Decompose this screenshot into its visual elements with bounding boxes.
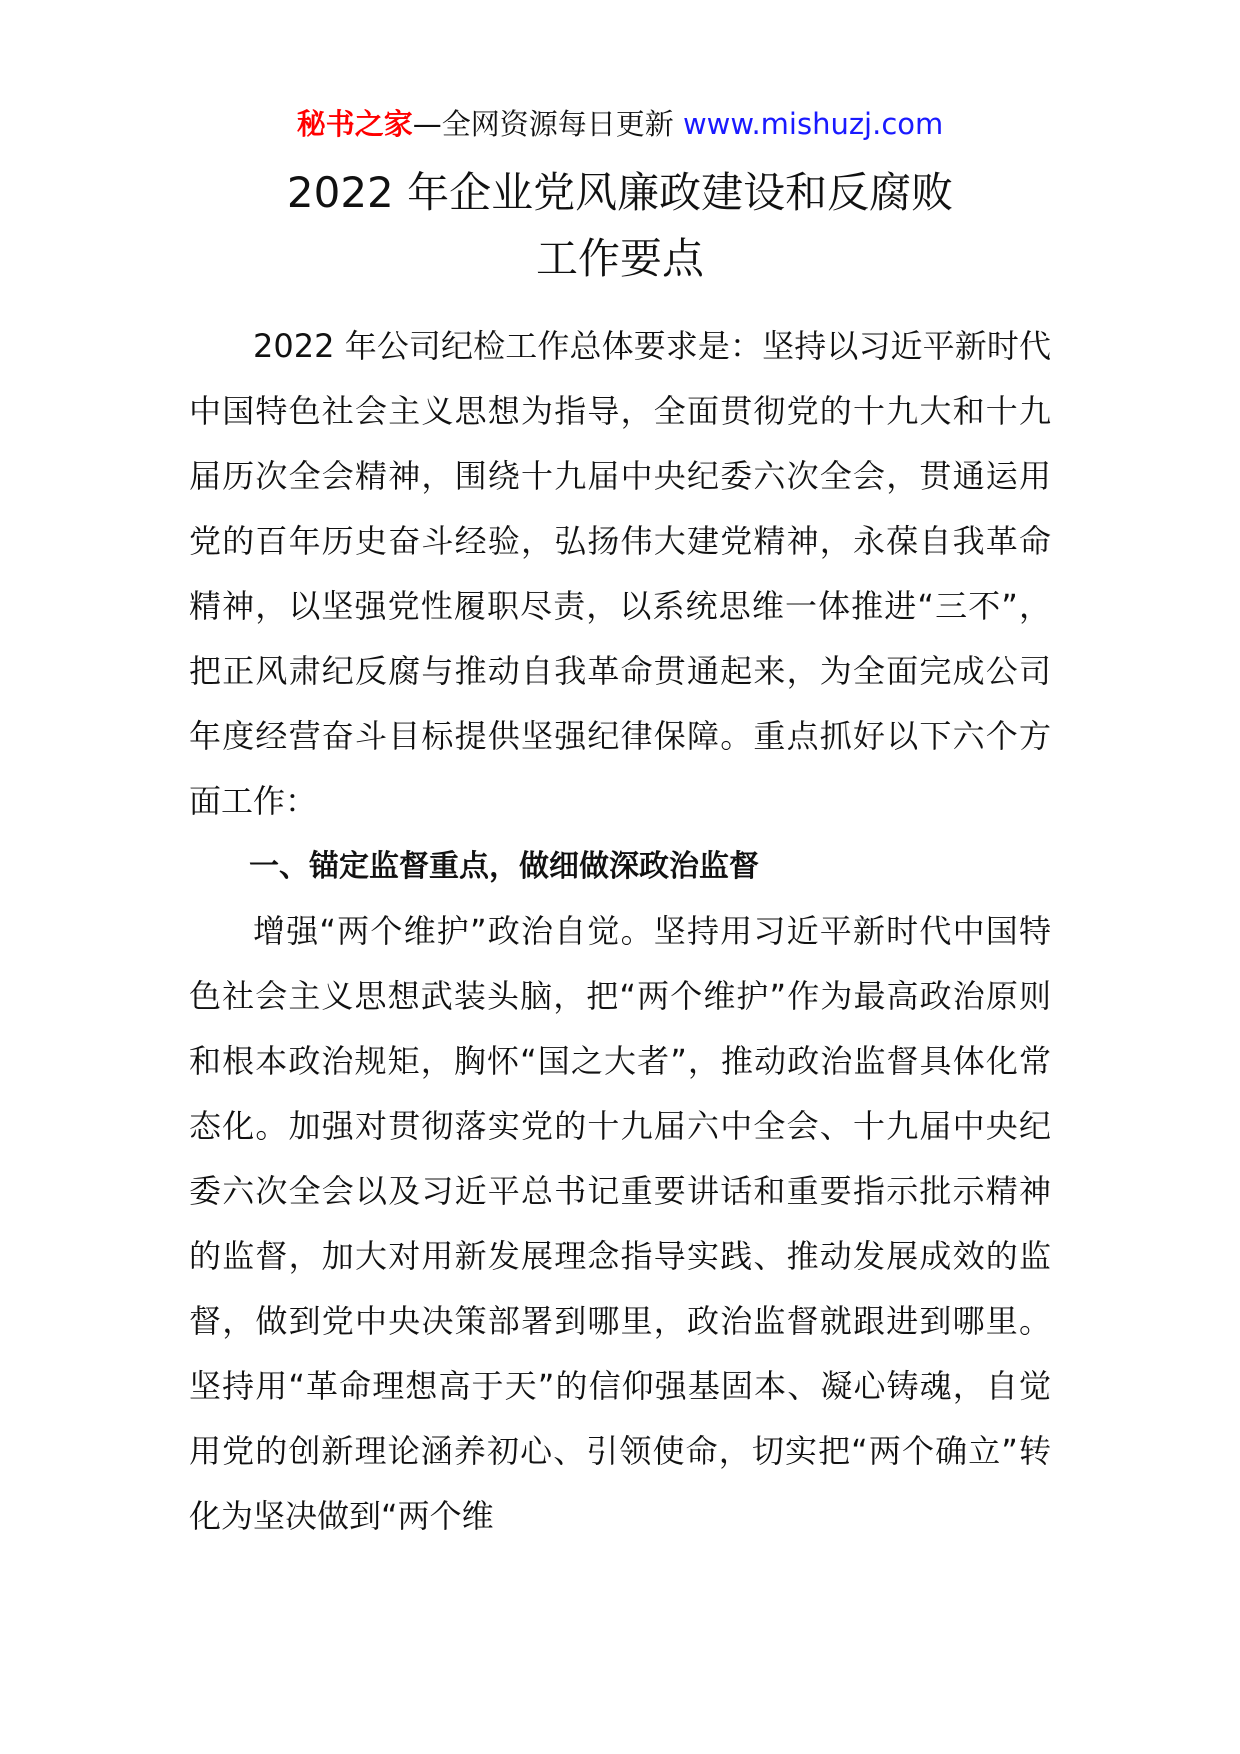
document-title-line-2: 工作要点 (535, 234, 704, 283)
site-header (0, 104, 1240, 144)
intro-paragraph: 2022 年公司纪检工作总体要求是：坚持以习近平新时代中国特色社会主义思想为指导，全面贯彻党的十九大和十九届历次全会精神，围绕十九届中央纪委六次全会，贯通运用党的百年历史奋斗经验，弘扬伟大建党精神，永葆自我革命精神，以坚强党性履职尽责，以系统思维一体推进“三不”，把正风肃纪反腐与推动自我革命贯通起来，为全面完成公司年度经营奋斗目标提供坚强纪律保障。重点抓好以下六个方面工作： (189, 327, 1051, 820)
brand-name: 秘书之家 (296, 107, 413, 141)
section-1-paragraph: 增强“两个维护”政治自觉。坚持用习近平新时代中国特色社会主义思想武装头脑，把“两个维护”作为最高政治原则和根本政治规矩，胸怀“国之大者”，推动政治监督具体化常态化。加强对贯彻落实党的十九届六中全会、十九届中央纪委六次全会以及习近平总书记重要讲话和重要指示批示精神的监督，加大对用新发展理念指导实践、推动发展成效的监督，做到党中央决策部署到哪里，政治监督就跟进到哪里。坚持用“革命理想高于天”的信仰强基固本、凝心铸魂，自觉用党的创新理论涵养初心、引领使命，切实把“两个确立”转化为坚决做到“两个维 (189, 912, 1051, 1535)
site-url-link[interactable]: www.mishuzj.com (682, 107, 944, 141)
section-heading-1: 一、锚定监督重点，做细做深政治监督 (249, 849, 759, 884)
document-body (189, 314, 1051, 1549)
document-title-line-1: 2022 年企业党风廉政建设和反腐败 (286, 168, 954, 217)
site-tagline: —全网资源每日更新 (412, 107, 683, 141)
